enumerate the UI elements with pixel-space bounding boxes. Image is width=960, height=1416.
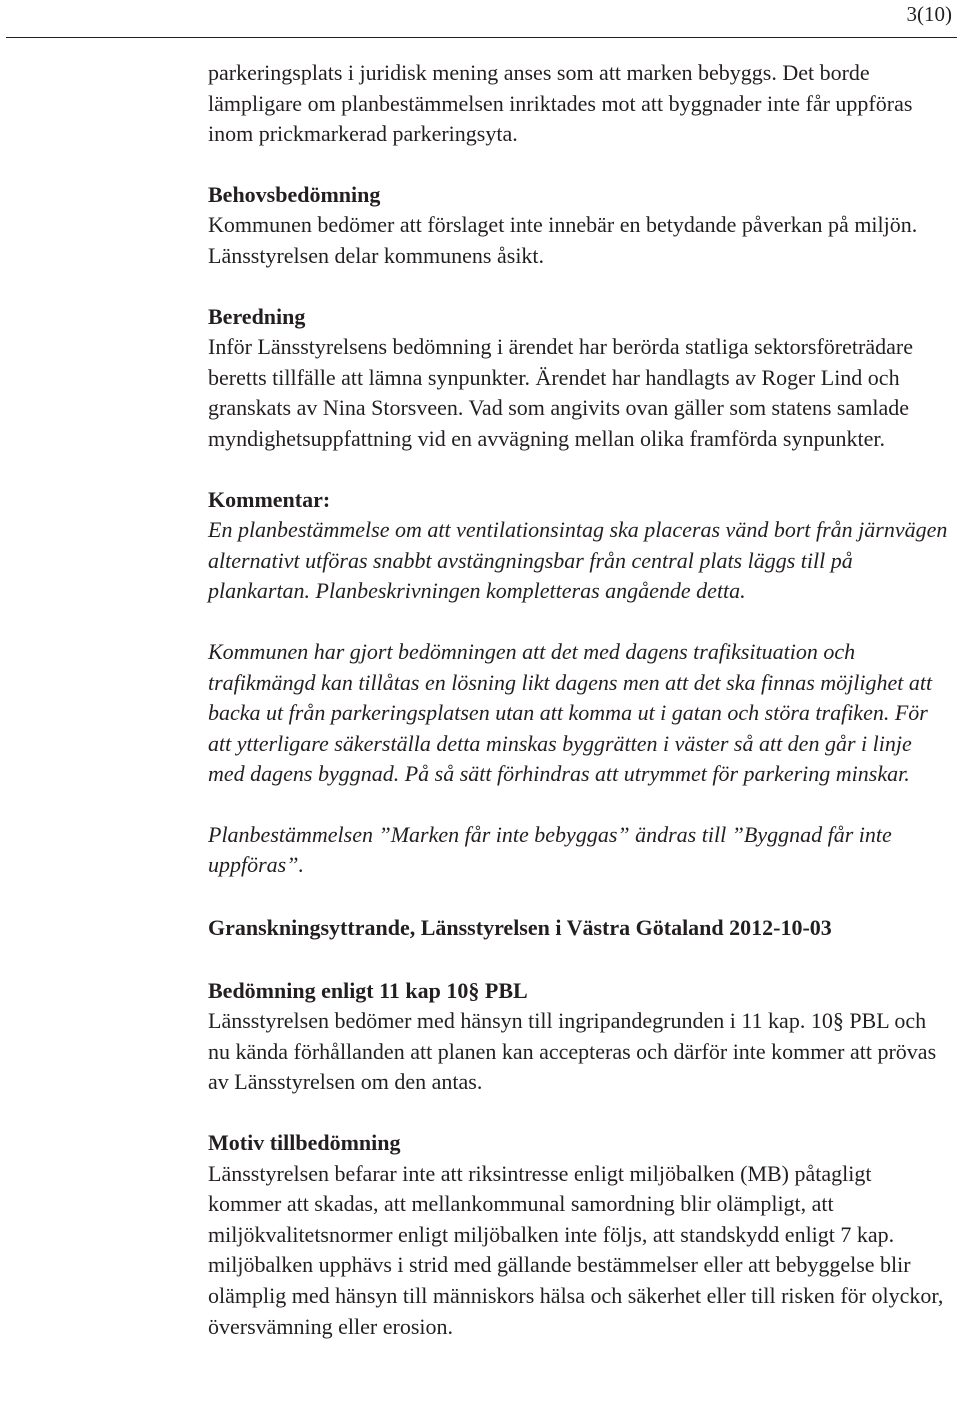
spacer xyxy=(208,790,950,820)
heading-bedomning-pbl: Bedömning enligt 11 kap 10§ PBL xyxy=(208,977,528,1003)
heading-granskningsyttrande: Granskningsyttrande, Länsstyrelsen i Västra Götaland 2012-10-03 xyxy=(208,915,832,941)
paragraph-kommunen-bedomning: Kommunen har gjort bedömningen att det med dagens trafiksituation och trafikmängd kan tillåtas en lösning likt dagens men att det ska finnas möjlighet att backa ut från parkeringsplatsen utan att komma ut i gatan och störa trafiken. För att ytterligare säkerställa detta minskas byggrätten i väster så att den går i linje med dagens byggnad. På så sätt förhindras att utrymmet för parkering minskar. xyxy=(208,638,933,787)
section-kommunen-bedomning xyxy=(208,637,950,790)
header-divider xyxy=(6,37,957,38)
spacer xyxy=(208,881,950,913)
paragraph-parking: parkeringsplats i juridisk mening anses som att marken bebyggs. Det borde lämpligare om planbestämmelsen inriktades mot att byggnader inte får uppföras inom prickmarkerad parkeringsyta. xyxy=(208,60,913,147)
section-bedomning-pbl xyxy=(208,976,950,1098)
page-number: 3(10) xyxy=(906,2,952,26)
spacer xyxy=(208,455,950,485)
section-planbestammelsen xyxy=(208,820,950,881)
spacer xyxy=(208,944,950,976)
heading-motiv: Motiv tillbedömning xyxy=(208,1130,401,1156)
spacer xyxy=(208,150,950,180)
section-granskningsyttrande xyxy=(208,913,950,944)
paragraph-kommentar: En planbestämmelse om att ventilationsintag ska placeras vänd bort från järnvägen alternativt utföras snabbt avstängningsbar från central plats läggs till på plankartan. Planbeskrivningen kompletteras angående detta. xyxy=(208,517,948,604)
heading-behovsbedomning: Behovsbedömning xyxy=(208,181,381,207)
section-beredning xyxy=(208,302,950,455)
heading-beredning: Beredning xyxy=(208,303,306,329)
spacer xyxy=(208,607,950,637)
paragraph-bedomning-pbl: Länsstyrelsen bedömer med hänsyn till ingripandegrunden i 11 kap. 10§ PBL och nu kända förhållanden att planen kan accepteras och därför inte kommer att prövas av Länsstyrelsen om den antas. xyxy=(208,1008,937,1095)
section-kommentar xyxy=(208,485,950,607)
section-parking-continuation xyxy=(208,58,950,150)
spacer xyxy=(208,1098,950,1128)
paragraph-beredning: Inför Länsstyrelsens bedömning i ärendet har berörda statliga sektorsföreträdare beretts tillfälle att lämna synpunkter. Ärendet har handlagts av Roger Lind och granskats av Nina Storsveen. Vad som angivits ovan gäller som statens samlade myndighetsuppfattning vid en avvägning mellan olika framförda synpunkter. xyxy=(208,334,913,451)
paragraph-planbestammelsen: Planbestämmelsen ”Marken får inte bebyggas” ändras till ”Byggnad får inte uppföras”. xyxy=(208,821,892,878)
section-behovsbedomning xyxy=(208,180,950,272)
paragraph-motiv: Länsstyrelsen befarar inte att riksintresse enligt miljöbalken (MB) påtagligt kommer att skadas, att mellankommunal samordning blir olämpligt, att miljökvalitetsnormer enligt miljöbalken inte följs, att standskydd enligt 7 kap. miljöbalken upphävs i strid med gällande bestämmelser eller att bebyggelse blir olämplig med hänsyn till människors hälsa och säkerhet eller till risken för olyckor, översvämning eller erosion. xyxy=(208,1160,944,1339)
document-body xyxy=(208,58,950,1342)
paragraph-behovsbedomning: Kommunen bedömer att förslaget inte innebär en betydande påverkan på miljön. Länsstyrelsen delar kommunens åsikt. xyxy=(208,212,918,268)
heading-kommentar: Kommentar: xyxy=(208,486,331,512)
section-motiv xyxy=(208,1128,950,1342)
spacer xyxy=(208,272,950,302)
